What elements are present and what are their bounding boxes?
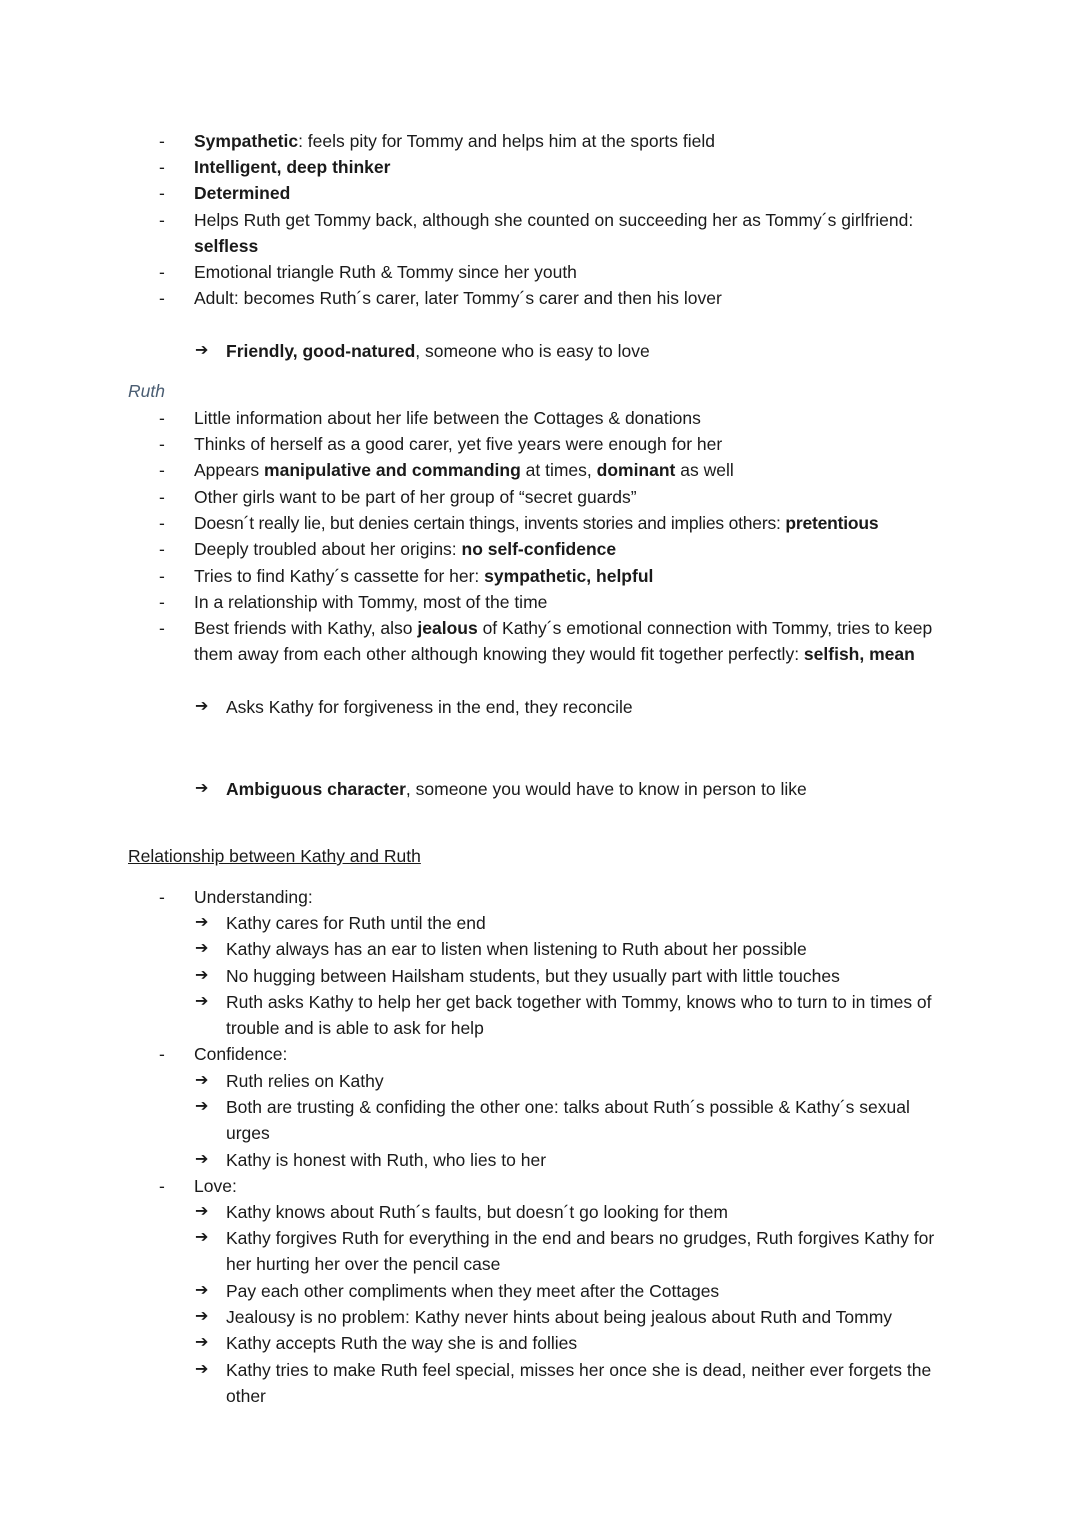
bullet-dash: - <box>159 183 165 203</box>
bullet-dash: - <box>159 408 165 428</box>
list-item: In a relationship with Tommy, most of the time <box>194 592 548 612</box>
bullet-dash: - <box>159 460 165 480</box>
relationship-heading: Relationship between Kathy and Ruth <box>128 846 421 866</box>
arrow-icon: ➔ <box>195 698 209 715</box>
list-item: Pay each other compliments when they meet after the Cottages <box>226 1281 720 1301</box>
bullet-dash: - <box>159 157 165 177</box>
list-item: Kathy tries to make Ruth feel special, misses her once she is dead, neither ever forgets the other <box>226 1360 932 1406</box>
arrow-icon: ➔ <box>195 1203 209 1220</box>
arrow-icon: ➔ <box>195 1308 209 1325</box>
list-item: Thinks of herself as a good carer, yet five years were enough for her <box>194 434 723 454</box>
confidence-label: Confidence: <box>194 1044 288 1064</box>
bullet-dash: - <box>159 513 165 533</box>
ruth-summary: Ambiguous character, someone you would have to know in person to like <box>226 779 807 799</box>
list-item: Adult: becomes Ruth´s carer, later Tommy´s carer and then his lover <box>194 288 722 308</box>
list-item: Deeply troubled about her origins: no self-confidence <box>194 539 617 559</box>
arrow-icon: ➔ <box>195 1229 209 1246</box>
list-item: Best friends with Kathy, also jealous of Kathy´s emotional connection with Tommy, tries to keep them away from each other although knowing they would fit together perfectly: selfish, mean <box>194 618 933 664</box>
list-item: Intelligent, deep thinker <box>194 157 391 177</box>
list-item: Doesn´t really lie, but denies certain things, invents stories and implies others: pretentious <box>194 513 879 533</box>
ruth-subpoint: Asks Kathy for forgiveness in the end, they reconcile <box>226 697 633 717</box>
arrow-icon: ➔ <box>195 1098 209 1115</box>
love-label: Love: <box>194 1176 237 1196</box>
list-item: Kathy accepts Ruth the way she is and follies <box>226 1333 578 1353</box>
arrow-icon: ➔ <box>195 993 209 1010</box>
bullet-dash: - <box>159 618 165 638</box>
list-item: Ruth asks Kathy to help her get back together with Tommy, knows who to turn to in times of trouble and is able to ask for help <box>226 992 932 1038</box>
bullet-dash: - <box>159 487 165 507</box>
list-item: No hugging between Hailsham students, but they usually part with little touches <box>226 966 840 986</box>
arrow-icon: ➔ <box>195 1334 209 1351</box>
arrow-icon: ➔ <box>195 1072 209 1089</box>
list-item: Kathy forgives Ruth for everything in the end and bears no grudges, Ruth forgives Kathy for her hurting her over the pencil case <box>226 1228 935 1274</box>
arrow-icon: ➔ <box>195 967 209 984</box>
list-item: Jealousy is no problem: Kathy never hints about being jealous about Ruth and Tommy <box>226 1307 893 1327</box>
list-item: Kathy is honest with Ruth, who lies to her <box>226 1150 547 1170</box>
bullet-dash: - <box>159 210 165 230</box>
bullet-dash: - <box>159 592 165 612</box>
arrow-icon: ➔ <box>195 1282 209 1299</box>
bullet-dash: - <box>159 1044 165 1064</box>
list-item: Appears manipulative and commanding at times, dominant as well <box>194 460 734 480</box>
list-item: Kathy always has an ear to listen when listening to Ruth about her possible <box>226 939 807 959</box>
list-item-continuation: selfless <box>194 236 259 256</box>
list-item: Little information about her life between the Cottages & donations <box>194 408 701 428</box>
bullet-dash: - <box>159 131 165 151</box>
bullet-dash: - <box>159 434 165 454</box>
list-item: Tries to find Kathy´s cassette for her: sympathetic, helpful <box>194 566 654 586</box>
arrow-icon: ➔ <box>195 780 209 797</box>
list-item: Other girls want to be part of her group of “secret guards” <box>194 487 637 507</box>
list-item: Kathy cares for Ruth until the end <box>226 913 486 933</box>
kathy-summary: Friendly, good-natured, someone who is easy to love <box>226 341 650 361</box>
bullet-dash: - <box>159 288 165 308</box>
list-item: Ruth relies on Kathy <box>226 1071 384 1091</box>
list-item: Sympathetic: feels pity for Tommy and helps him at the sports field <box>194 131 716 151</box>
ruth-heading: Ruth <box>128 381 165 401</box>
understanding-label: Understanding: <box>194 887 313 907</box>
bullet-dash: - <box>159 566 165 586</box>
bullet-dash: - <box>159 887 165 907</box>
arrow-icon: ➔ <box>195 1151 209 1168</box>
list-item: Emotional triangle Ruth & Tommy since her youth <box>194 262 577 282</box>
arrow-icon: ➔ <box>195 914 209 931</box>
arrow-icon: ➔ <box>195 940 209 957</box>
list-item: Determined <box>194 183 291 203</box>
arrow-icon: ➔ <box>195 1361 209 1378</box>
arrow-icon: ➔ <box>195 342 209 359</box>
bullet-dash: - <box>159 262 165 282</box>
bullet-dash: - <box>159 539 165 559</box>
bullet-dash: - <box>159 1176 165 1196</box>
list-item: Helps Ruth get Tommy back, although she counted on succeeding her as Tommy´s girlfriend: <box>194 210 914 230</box>
list-item: Both are trusting & confiding the other one: talks about Ruth´s possible & Kathy´s sexual urges <box>226 1097 910 1143</box>
list-item: Kathy knows about Ruth´s faults, but doesn´t go looking for them <box>226 1202 728 1222</box>
